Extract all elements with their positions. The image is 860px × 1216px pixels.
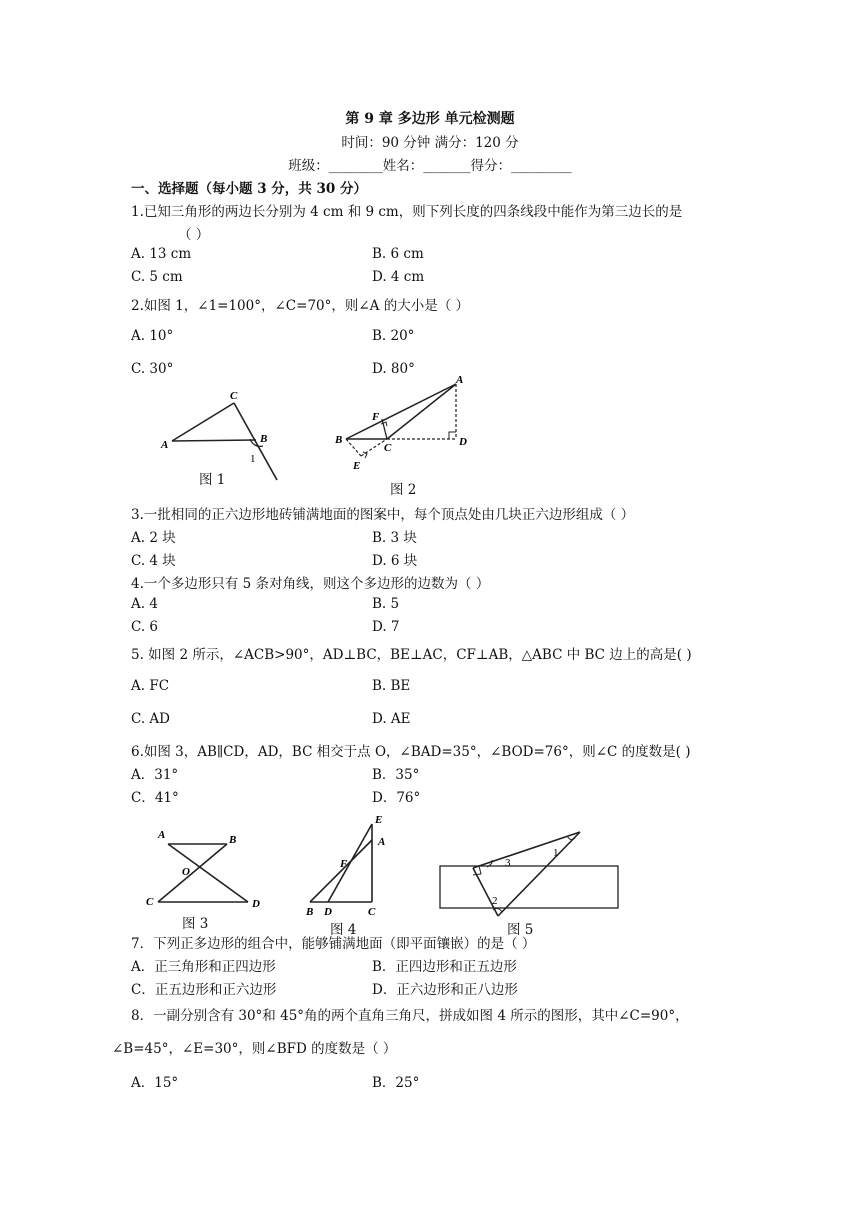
fig2-side-ca <box>387 384 456 439</box>
q1-option-c: C. 5 cm <box>131 269 183 285</box>
fig1-label-1: 1 <box>250 453 256 465</box>
q5-option-a: A. FC <box>131 678 170 694</box>
fig1-caption: 图 1 <box>199 472 226 488</box>
fig4-segment-de <box>328 824 372 902</box>
fig3-label-o: O <box>182 866 190 878</box>
q5-option-c: C. AD <box>131 711 171 727</box>
q6-option-c: C．41° <box>131 790 179 806</box>
q5-stem: 5. 如图 2 所示，∠ACB>90°，AD⊥BC，BE⊥AC，CF⊥AB，△ABC 中 BC 边上的高是( ) <box>131 647 692 663</box>
q2-option-a: A. 10° <box>131 328 174 344</box>
q3-option-c: C. 4 块 <box>131 553 176 569</box>
fig5-caption: 图 5 <box>507 922 534 938</box>
q2-option-c: C. 30° <box>131 361 174 377</box>
fig2-right-angle-d <box>449 432 456 439</box>
fig1-side-ab <box>172 440 256 441</box>
fig3-label-d: D <box>252 898 260 910</box>
q4-option-d: D. 7 <box>372 619 400 635</box>
figure-1 <box>150 382 295 482</box>
q7-stem: 7．下列正多边形的组合中，能够铺满地面（即平面镶嵌）的是（ ） <box>131 936 536 952</box>
q7-option-d: D．正六边形和正八边形 <box>372 982 518 998</box>
figure-4 <box>300 812 400 922</box>
fig2-caption: 图 2 <box>390 482 417 498</box>
fig4-label-c: C <box>368 906 376 918</box>
fig4-caption: 图 4 <box>330 922 357 938</box>
fig2-side-ab <box>346 384 456 439</box>
q6-option-b: B．35° <box>372 767 420 783</box>
fig1-label-b: B <box>260 433 268 445</box>
fig3-label-c: C <box>146 896 154 908</box>
fig2-label-f: F <box>372 411 380 423</box>
fig4-label-f: F <box>340 858 348 870</box>
q3-option-a: A. 2 块 <box>131 530 176 546</box>
fig5-label-2: 2 <box>492 895 498 907</box>
q3-option-b: B. 3 块 <box>372 530 417 546</box>
figure-3 <box>140 822 275 917</box>
fig1-side-ac <box>172 403 234 441</box>
q6-option-a: A．31° <box>131 767 179 783</box>
q8-stem-line2: ∠B=45°，∠E=30°，则∠BFD 的度数是（ ） <box>112 1041 397 1057</box>
q1-blank: （ ） <box>178 227 210 243</box>
q4-option-a: A. 4 <box>131 596 158 612</box>
time-line: 时间：90 分钟 满分：120 分 <box>341 135 519 151</box>
fig5-label-3: 3 <box>505 857 511 869</box>
q2-option-d: D. 80° <box>372 361 415 377</box>
fig1-label-c: C <box>230 390 238 402</box>
q2-stem: 2.如图 1，∠1=100°，∠C=70°，则∠A 的大小是（ ） <box>131 298 470 314</box>
fig2-label-c: C <box>384 442 392 454</box>
fig2-label-d: D <box>459 436 467 448</box>
fig5-triangle-side-top <box>473 832 580 868</box>
fig5-label-1: 1 <box>553 847 559 859</box>
fig5-triangle-side-right <box>498 832 580 916</box>
q8-option-b: B．25° <box>372 1075 420 1091</box>
fig4-label-e: E <box>375 814 383 826</box>
info-line: 班级：________姓名：_______得分：_________ <box>288 158 572 174</box>
q3-option-d: D. 6 块 <box>372 553 418 569</box>
fig3-segment-ad <box>168 844 248 902</box>
q8-stem-line1: 8．一副分别含有 30°和 45°角的两个直角三角尺，拼成如图 4 所示的图形，其中∠C=90°， <box>131 1008 689 1024</box>
figure-5 <box>435 822 630 922</box>
q3-stem: 3.一批相同的正六边形地砖铺满地面的图案中，每个顶点处由几块正六边形组成（ ） <box>131 507 635 523</box>
fig3-caption: 图 3 <box>182 916 209 932</box>
fig1-label-a: A <box>161 439 169 451</box>
fig2-segment-be <box>346 439 361 456</box>
fig3-segment-bc <box>158 844 227 902</box>
q5-option-d: D. AE <box>372 711 411 727</box>
q6-option-d: D．76° <box>372 790 421 806</box>
fig3-label-b: B <box>229 834 237 846</box>
q2-option-b: B. 20° <box>372 328 415 344</box>
fig4-label-b: B <box>306 906 314 918</box>
q1-stem: 1.已知三角形的两边长分别为 4 cm 和 9 cm，则下列长度的四条线段中能作为第三边长的是 <box>131 204 683 220</box>
q4-option-b: B. 5 <box>372 596 400 612</box>
q7-option-c: C．正五边形和正六边形 <box>131 982 277 998</box>
fig2-label-b: B <box>335 434 343 446</box>
fig2-label-e: E <box>353 460 361 472</box>
q1-option-b: B. 6 cm <box>372 246 424 262</box>
section-heading: 一、选择题（每小题 3 分，共 30 分） <box>131 181 367 197</box>
page-title: 第 9 章 多边形 单元检测题 <box>345 111 515 127</box>
q4-stem: 4.一个多边形只有 5 条对角线，则这个多边形的边数为（ ） <box>131 576 490 592</box>
fig1-line-cb-extended <box>234 403 277 480</box>
q4-option-c: C. 6 <box>131 619 159 635</box>
figure-2 <box>330 372 480 477</box>
fig4-label-d: D <box>324 906 332 918</box>
fig3-label-a: A <box>158 829 166 841</box>
q1-option-a: A. 13 cm <box>131 246 192 262</box>
q7-option-a: A．正三角形和正四边形 <box>131 959 276 975</box>
fig4-segment-ba <box>310 840 372 902</box>
fig2-label-a: A <box>456 374 464 386</box>
fig5-rectangle <box>440 866 618 908</box>
q8-option-a: A．15° <box>131 1075 179 1091</box>
q7-option-b: B．正四边形和正五边形 <box>372 959 517 975</box>
q6-stem: 6.如图 3，AB∥CD，AD，BC 相交于点 O，∠BAD=35°，∠BOD=76°，则∠C 的度数是( ) <box>131 744 691 760</box>
fig4-label-a: A <box>378 836 386 848</box>
q1-option-d: D. 4 cm <box>372 269 425 285</box>
q5-option-b: B. BE <box>372 678 411 694</box>
